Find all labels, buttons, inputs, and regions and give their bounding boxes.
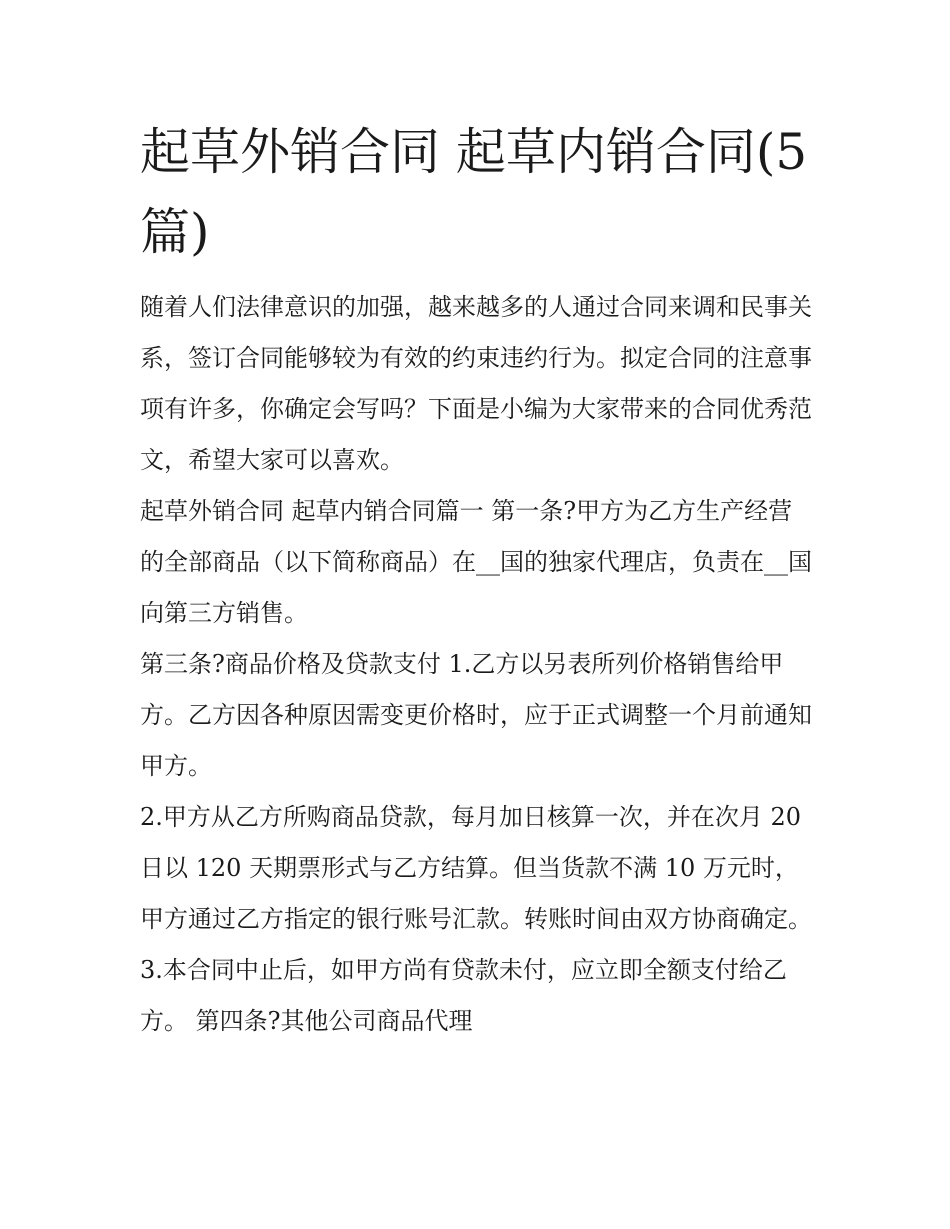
paragraph-intro: 随着人们法律意识的加强，越来越多的人通过合同来调和民事关系，签订合同能够较为有效的约束违约行为。拟定合同的注意事项有许多，你确定会写吗？下面是小编为大家带来的合同优秀范文，希望大家可以喜欢。 xyxy=(140,293,812,474)
document-body xyxy=(140,282,812,1047)
paragraph-clause-2: 2.甲方从乙方所购商品贷款，每月加日核算一次，并在次月 20 日以 120 天期票形式与乙方结算。但当货款不满 10 万元时，甲方通过乙方指定的银行账号汇款。转账时间由双方协商确定。 xyxy=(140,803,812,933)
paragraph-clause-3: 3.本合同中止后，如甲方尚有贷款未付，应立即全额支付给乙方。 第四条?其他公司商品代理 xyxy=(140,956,787,1035)
paragraph-article-3: 第三条?商品价格及贷款支付 1.乙方以另表所列价格销售给甲方。乙方因各种原因需变更价格时，应于正式调整一个月前通知甲方。 xyxy=(140,650,812,780)
document-title: 起草外销合同 起草内销合同(5篇) xyxy=(140,123,808,261)
paragraph-article-1: 起草外销合同 起草内销合同篇一 第一条?甲方为乙方生产经营的全部商品（以下简称商品）在__国的独家代理店，负责在__国向第三方销售。 xyxy=(140,497,812,627)
